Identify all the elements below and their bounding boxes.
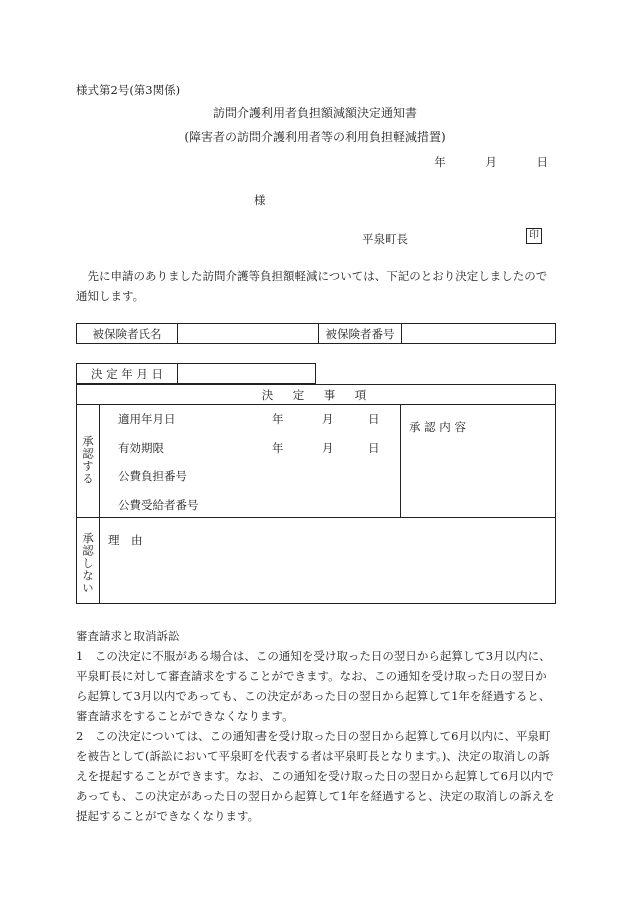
issue-date xyxy=(434,154,548,170)
decision-date-field[interactable] xyxy=(178,364,316,384)
date-day-label: 日 xyxy=(536,155,548,169)
addressee-suffix: 様 xyxy=(254,193,266,207)
insured-number-field[interactable] xyxy=(402,324,556,344)
insured-number-label: 被保険者番号 xyxy=(319,324,402,344)
note-item-1: 1 この決定に不服がある場合は、この通知を受け取った日の翌日から起算して3月以内に、平泉町長に対して審査請求をすることができます。なお、この通知を受け取った日の翌日から起算して3月以内であっても、この決定があった日の翌日から起算して1年を経過すると、審査請求をすることができなくなります。 xyxy=(76,649,551,723)
issuer-name: 平泉町長 xyxy=(362,232,408,246)
intro-paragraph: 先に申請のありました訪問介護等負担額軽減については、下記のとおり決定しましたので通知します。 xyxy=(76,269,548,303)
date-month-label: 月 xyxy=(485,155,497,169)
disapprove-label: 承認しない xyxy=(81,532,95,595)
approve-details xyxy=(100,405,401,518)
approve-row-day: 日 xyxy=(368,412,380,426)
decision-date-label: 決 定 年 月 日 xyxy=(77,364,178,384)
document-subtitle: (障害者の訪問介護利用者等の利用負担軽減措置) xyxy=(184,130,446,144)
decision-matters-table xyxy=(76,384,556,604)
approve-content-cell xyxy=(401,405,556,518)
decision-date-table xyxy=(76,363,316,384)
approve-row-label: 有効期限 xyxy=(118,441,164,455)
approve-row-label: 公費負担番号 xyxy=(118,469,187,483)
form-number: 様式第2号(第3関係) xyxy=(76,83,181,97)
approve-row-year: 年 xyxy=(272,441,284,455)
decision-matters-header: 決 定 事 項 xyxy=(77,385,556,405)
approve-row-month: 月 xyxy=(322,412,334,426)
approve-row-year: 年 xyxy=(272,412,284,426)
approve-cell xyxy=(77,405,100,518)
appeal-notes xyxy=(76,626,558,826)
insured-name-label: 被保険者氏名 xyxy=(77,324,178,344)
disapprove-cell xyxy=(77,518,100,604)
date-year-label: 年 xyxy=(434,155,446,169)
approve-row-label: 公費受給者番号 xyxy=(118,498,199,512)
notes-heading: 審査請求と取消訴訟 xyxy=(76,629,180,643)
document-title: 訪問介護利用者負担額減額決定通知書 xyxy=(212,106,417,120)
reason-label: 理 由 xyxy=(108,533,143,547)
approve-row-label: 適用年月日 xyxy=(118,412,176,426)
reason-cell[interactable] xyxy=(100,518,556,604)
note-item-2: 2 この決定については、この通知書を受け取った日の翌日から起算して6月以内に、平泉町を被告として(訴訟において平泉町を代表する者は平泉町長となります。)、決定の取消しの訴えを提起することができます。なお、この通知を受け取った日の翌日から起算して6月以内であっても、この決定があった日の翌日から起算して1年を経過すると、決定の取消しの訴えを提起することができなくなります。 xyxy=(76,729,555,823)
insured-name-field[interactable] xyxy=(178,324,319,344)
insured-person-table xyxy=(76,323,556,344)
approve-row-day: 日 xyxy=(368,441,380,455)
approve-label: 承認する xyxy=(81,434,95,485)
approve-content-label: 承 認 内 容 xyxy=(409,420,466,434)
seal-mark: 印 xyxy=(526,228,542,244)
approve-row-month: 月 xyxy=(322,441,334,455)
